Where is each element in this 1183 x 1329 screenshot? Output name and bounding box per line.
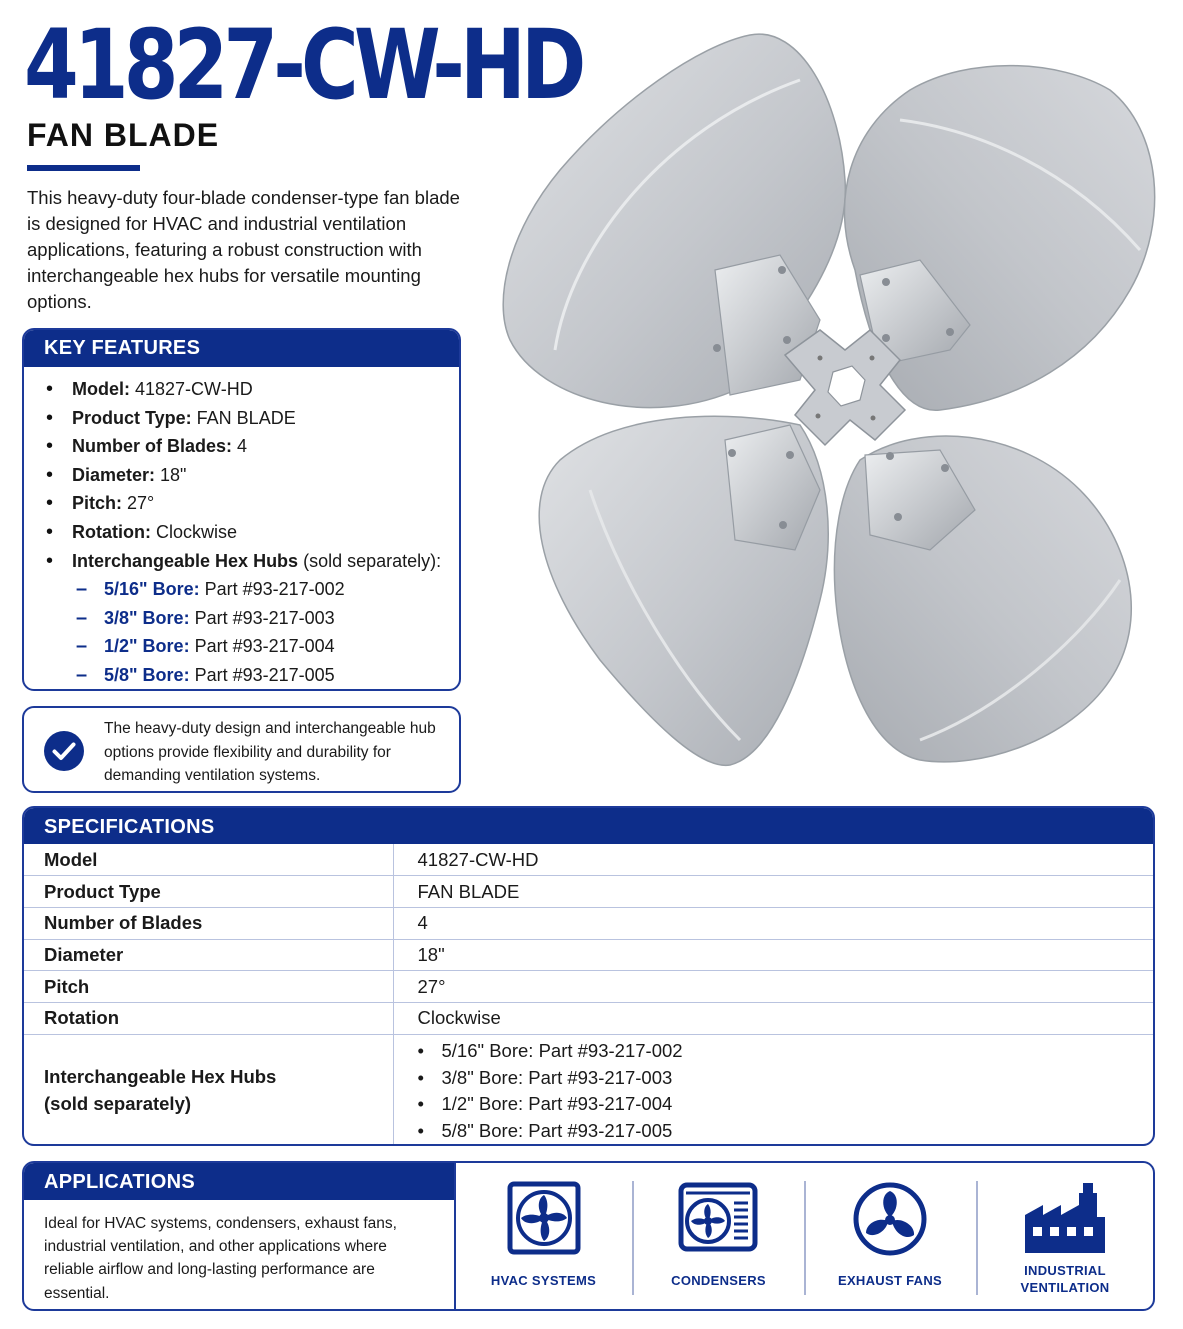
feature-value: FAN BLADE [191,407,296,428]
table-row [24,907,1153,939]
hub-bore: 1/2" Bore: [104,636,190,657]
specifications-heading: SPECIFICATIONS [24,808,1153,844]
hub-part: Part #93-217-003 [189,607,335,628]
specifications-table [24,844,1153,1146]
key-features-list [24,367,459,690]
center-hub [785,330,905,445]
hub-part: Part #93-217-004 [189,636,335,657]
application-hvac-systems [456,1163,631,1309]
hub-item [46,632,459,661]
table-row [24,1034,1153,1146]
feature-label: Product Type: [72,407,192,428]
spec-key: Pitch [24,971,393,1003]
intro-paragraph: This heavy-duty four-blade condenser-type fan blade is designed for HVAC and industrial ventilation applications, featuring a robust construction with interchangeable hex hubs for versatile mounting options. [27,187,460,312]
blade-bottom-left [539,416,828,765]
note-text: The heavy-duty design and interchangeable hub options provide flexibility and durability for demanding ventilation systems. [104,720,436,784]
feature-item [46,489,459,518]
application-label-line: INDUSTRIAL [1024,1263,1106,1278]
key-features-panel [22,328,461,691]
spec-key: Diameter [24,939,393,971]
feature-label: Interchangeable Hex Hubs [72,550,299,571]
fan-blade-image [500,20,1170,780]
spec-key-line: Interchangeable Hex Hubs [44,1066,277,1088]
spec-value: FAN BLADE [393,876,1153,908]
note-panel [22,706,461,793]
hub-item [46,604,459,633]
hub-item [46,575,459,604]
blade-bottom-right [834,436,1131,762]
application-label: EXHAUST FANS [837,1273,942,1288]
condenser-unit-icon [678,1181,758,1255]
hub-list-item: • 1/2" Bore: Part #93-217-004 [418,1091,1154,1118]
application-label-line: VENTILATION [1020,1280,1110,1295]
spec-value [393,1034,1153,1146]
application-condensers [633,1163,804,1309]
feature-value: (sold separately): [298,550,442,571]
hub-bore: 5/8" Bore: [104,664,190,685]
table-row [24,876,1153,908]
feature-label: Pitch: [72,493,123,514]
spec-key: Product Type [24,876,393,908]
feature-value: 4 [232,436,248,457]
spec-value: 4 [393,907,1153,939]
spec-key: Rotation [24,1002,393,1034]
feature-label: Rotation: [72,521,151,542]
specifications-panel [22,806,1155,1146]
spec-value: 27° [393,971,1153,1003]
application-label [977,1262,1153,1296]
hvac-fan-icon [507,1181,581,1255]
hub-list [418,1036,1154,1144]
feature-label: Model: [72,379,130,399]
applications-text: Ideal for HVAC systems, condensers, exhaust fans, industrial ventilation, and other applications where reliable airflow and long-lasting performance are essential. [44,1215,397,1302]
product-subtitle: FAN BLADE [27,117,220,153]
feature-item [46,375,459,404]
application-industrial-ventilation [977,1163,1153,1309]
check-circle-icon [43,730,85,772]
feature-item [46,518,459,547]
applications-description [24,1163,455,1309]
hub-list-item: • 5/8" Bore: Part #93-217-005 [418,1118,1154,1145]
spec-value: 41827-CW-HD [393,844,1153,876]
spec-value: Clockwise [393,1002,1153,1034]
hub-item [46,661,459,690]
feature-value: 18" [155,464,187,485]
spec-key-line: (sold separately) [44,1093,192,1115]
application-label: HVAC SYSTEMS [490,1273,597,1288]
feature-value: 27° [122,493,155,514]
table-row [24,971,1153,1003]
spec-value: 18" [393,939,1153,971]
applications-heading: APPLICATIONS [24,1163,455,1200]
key-features-heading: KEY FEATURES [24,330,459,367]
feature-value: 41827-CW-HD [130,379,253,399]
application-label: CONDENSERS [671,1273,766,1288]
feature-value: Clockwise [150,521,238,542]
hub-part: Part #93-217-002 [199,579,345,600]
title-underline [27,165,140,171]
feature-item [46,404,459,433]
hub-list-item: • 5/16" Bore: Part #93-217-002 [418,1038,1154,1065]
hub-part: Part #93-217-005 [189,664,335,685]
feature-item [46,547,459,576]
feature-item [46,432,459,461]
feature-label: Number of Blades: [72,436,233,457]
feature-label: Diameter: [72,464,156,485]
application-exhaust-fans [805,1163,975,1309]
table-row [24,844,1153,876]
exhaust-fan-icon [852,1181,928,1257]
factory-icon [1023,1181,1107,1255]
product-title: 41827-CW-HD [24,9,582,121]
spec-key [24,1034,393,1146]
hub-bore: 3/8" Bore: [104,607,190,628]
applications-panel [22,1161,1155,1311]
hub-bore: 5/16" Bore: [104,579,200,600]
spec-key: Number of Blades [24,907,393,939]
feature-item [46,461,459,490]
spec-key: Model [24,844,393,876]
hub-list-item: • 3/8" Bore: Part #93-217-003 [418,1065,1154,1092]
table-row [24,1002,1153,1034]
table-row [24,939,1153,971]
